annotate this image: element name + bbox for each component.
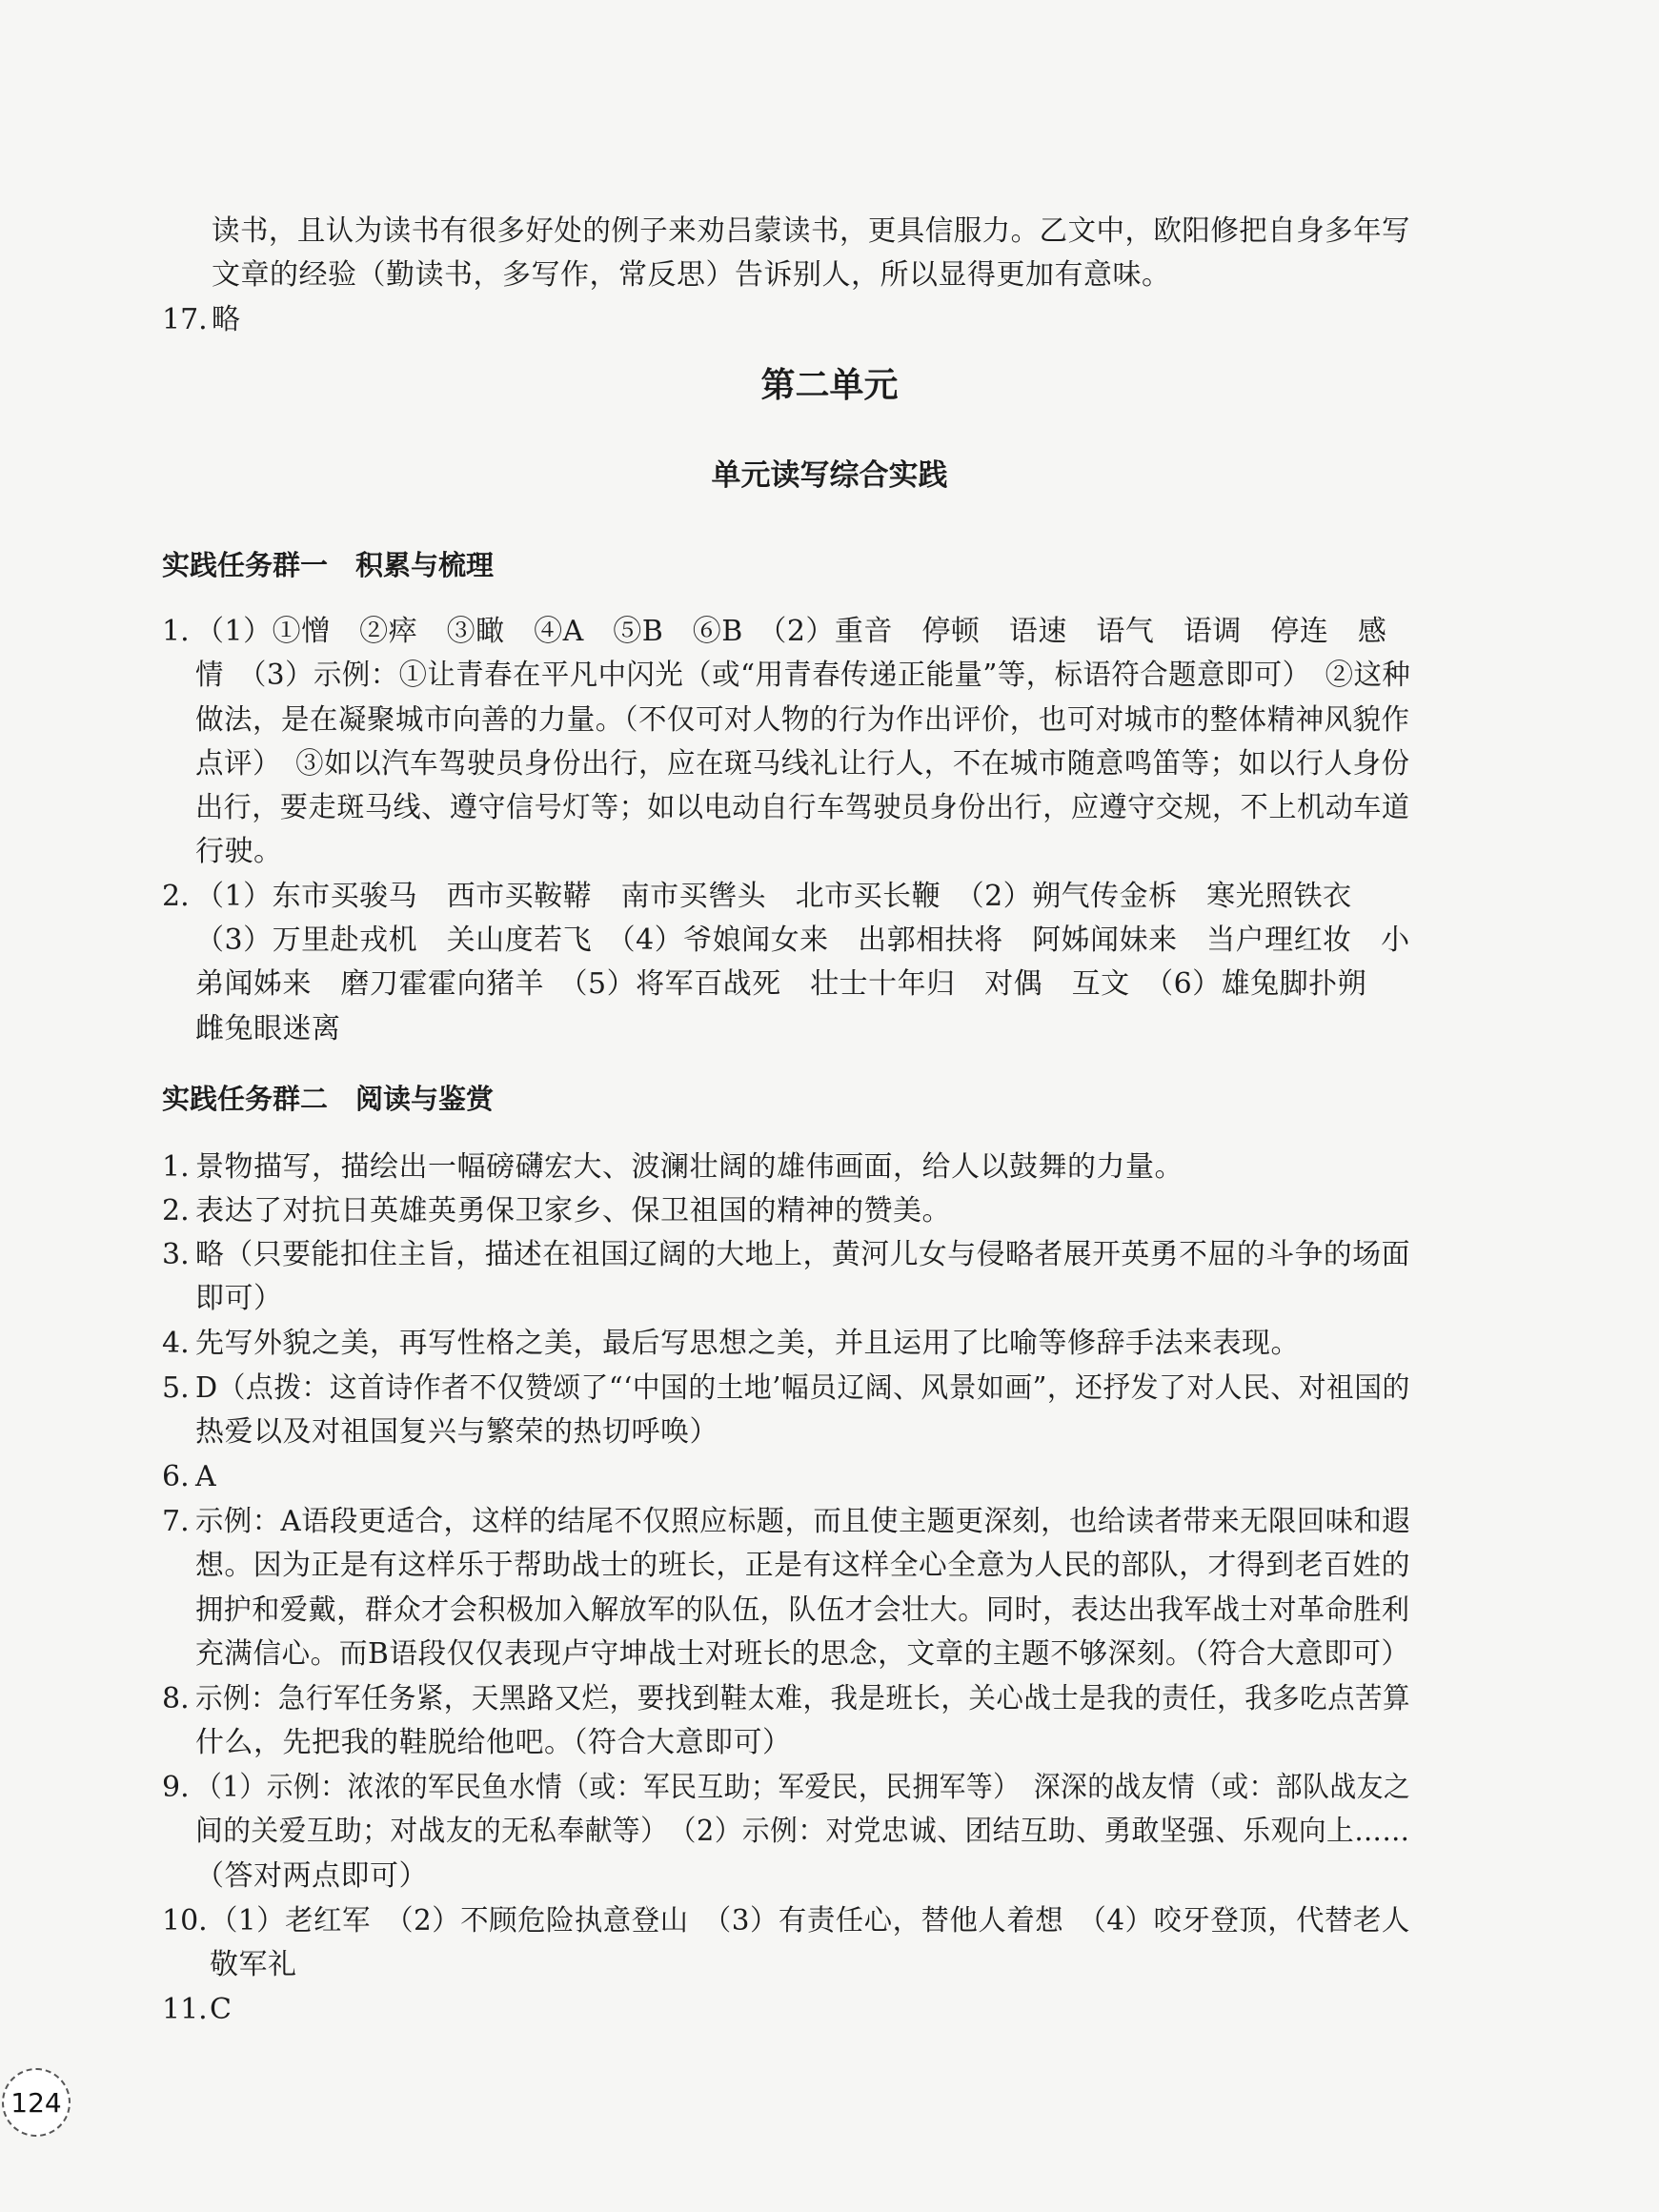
intro-line-1: 读书，且认为读书有很多好处的例子来劝吕蒙读书，更具信服力。乙文中，欧阳修把自身多年写 (212, 214, 1410, 248)
g2-q1-number: 1. (162, 1150, 190, 1184)
g2-q11-line: C (210, 1993, 233, 2026)
g2-q7-line: 拥护和爱戴，群众才会积极加入解放军的队伍，队伍才会壮大。同时，表达出我军战士对革命胜利 (195, 1593, 1410, 1627)
g2-q4-number: 4. (162, 1327, 190, 1360)
g1-q1-line: 出行，要走斑马线、遵守信号灯等；如以电动自行车驾驶员身份出行，应遵守交规，不上机动车道 (195, 791, 1410, 824)
g2-q7-line: 充满信心。而B语段仅仅表现卢守坤战士对班长的思念，文章的主题不够深刻。（符合大意即可） (195, 1637, 1410, 1671)
group1-title: 实践任务群一 积累与梳理 (162, 549, 495, 581)
unit-title: 第二单元 (760, 366, 899, 405)
g1-q1-line: 做法，是在凝聚城市向善的力量。（不仅可对人物的行为作出评价，也可对城市的整体精神风貌作 (195, 703, 1410, 737)
group2-title: 实践任务群二 阅读与鉴赏 (162, 1083, 495, 1115)
section-title: 单元读写综合实践 (711, 458, 948, 493)
g2-q2-line: 表达了对抗日英雄英勇保卫家乡、保卫祖国的精神的赞美。 (195, 1194, 951, 1228)
g2-q9-line: （答对两点即可） (195, 1859, 428, 1893)
g2-q11-number: 11. (162, 1993, 208, 2026)
g2-q5-line: D（点拨：这首诗作者不仅赞颂了“‘中国的土地’幅员辽阔、风景如画”，还抒发了对人民、对祖国的 (195, 1371, 1410, 1405)
g2-q2-number: 2. (162, 1194, 190, 1228)
g2-q8-line: 示例：急行军任务紧，天黑路又烂，要找到鞋太难，我是班长，关心战士是我的责任，我多吃点苦算 (195, 1682, 1410, 1715)
g2-q3-line: 略（只要能扣住主旨，描述在祖国辽阔的大地上，黄河儿女与侵略者展开英勇不屈的斗争的场面 (195, 1238, 1410, 1271)
g2-q4-line: 先写外貌之美，再写性格之美，最后写思想之美，并且运用了比喻等修辞手法来表现。 (195, 1327, 1300, 1360)
q17-number: 17. (162, 303, 208, 336)
g2-q5-line: 热爱以及对祖国复兴与繁荣的热切呼唤） (195, 1415, 718, 1449)
g2-q10-line: 敬军礼 (210, 1948, 297, 1981)
g2-q6-line: A (195, 1460, 217, 1493)
g1-q1-line: 行驶。 (195, 835, 283, 868)
g2-q5-number: 5. (162, 1371, 190, 1405)
g1-q1-number: 1. (162, 615, 190, 648)
intro-line-2: 文章的经验（勤读书，多写作，常反思）告诉别人，所以显得更加有意味。 (212, 258, 1171, 292)
g1-q1-line: （1）①憎 ②瘁 ③瞰 ④A ⑤B ⑥B （2）重音 停顿 语速 语气 语调 停连 感 (195, 615, 1387, 648)
g2-q10-number: 10. (162, 1904, 208, 1938)
g2-q7-number: 7. (162, 1505, 190, 1538)
g1-q2-line: （3）万里赴戎机 关山度若飞 （4）爷娘闻女来 出郭相扶将 阿姊闻妹来 当户理红妆 小 (195, 923, 1410, 957)
g2-q7-line: 示例：A语段更适合，这样的结尾不仅照应标题，而且使主题更深刻，也给读者带来无限回味和遐 (195, 1505, 1411, 1538)
g2-q9-line: 间的关爱互助；对战友的无私奉献等） （2）示例：对党忠诚、团结互助、勇敢坚强、乐观向上…… (195, 1815, 1410, 1848)
g1-q2-line: 雌兔眼迷离 (195, 1012, 341, 1045)
g1-q1-line: 点评） ③如以汽车驾驶员身份出行，应在斑马线礼让行人，不在城市随意鸣笛等；如以行人身份 (195, 747, 1410, 781)
g1-q2-number: 2. (162, 880, 190, 913)
q17-answer: 略 (212, 303, 241, 336)
g2-q8-number: 8. (162, 1682, 190, 1715)
g2-q3-line: 即可） (195, 1282, 283, 1315)
g2-q3-number: 3. (162, 1238, 190, 1271)
g2-q9-line: （1）示例：浓浓的军民鱼水情（或：军民互助；军爱民，民拥军等） 深深的战友情（或：部队战友之 (195, 1771, 1411, 1804)
g2-q7-line: 想。因为正是有这样乐于帮助战士的班长，正是有这样全心全意为人民的部队，才得到老百姓的 (195, 1549, 1410, 1582)
g1-q2-line: （1）东市买骏马 西市买鞍鞯 南市买辔头 北市买长鞭 （2）朔气传金柝 寒光照铁衣 (195, 880, 1352, 913)
g2-q1-line: 景物描写，描绘出一幅磅礴宏大、波澜壮阔的雄伟画面，给人以鼓舞的力量。 (195, 1150, 1184, 1184)
g2-q8-line: 什么，先把我的鞋脱给他吧。（符合大意即可） (195, 1726, 792, 1759)
g2-q10-line: （1）老红军 （2）不顾危险执意登山 （3）有责任心，替他人着想 （4）咬牙登顶，代替老人 (210, 1904, 1410, 1938)
page-number-badge: 124 (2, 2068, 71, 2137)
g2-q9-number: 9. (162, 1771, 190, 1804)
g1-q2-line: 弟闻姊来 磨刀霍霍向猪羊 （5）将军百战死 壮士十年归 对偶 互文 （6）雄兔脚扑朔 (195, 967, 1367, 1001)
g2-q6-number: 6. (162, 1460, 190, 1493)
g1-q1-line: 情 （3）示例：①让青春在平凡中闪光（或“用青春传递正能量”等，标语符合题意即可） ②这种 (195, 659, 1411, 692)
